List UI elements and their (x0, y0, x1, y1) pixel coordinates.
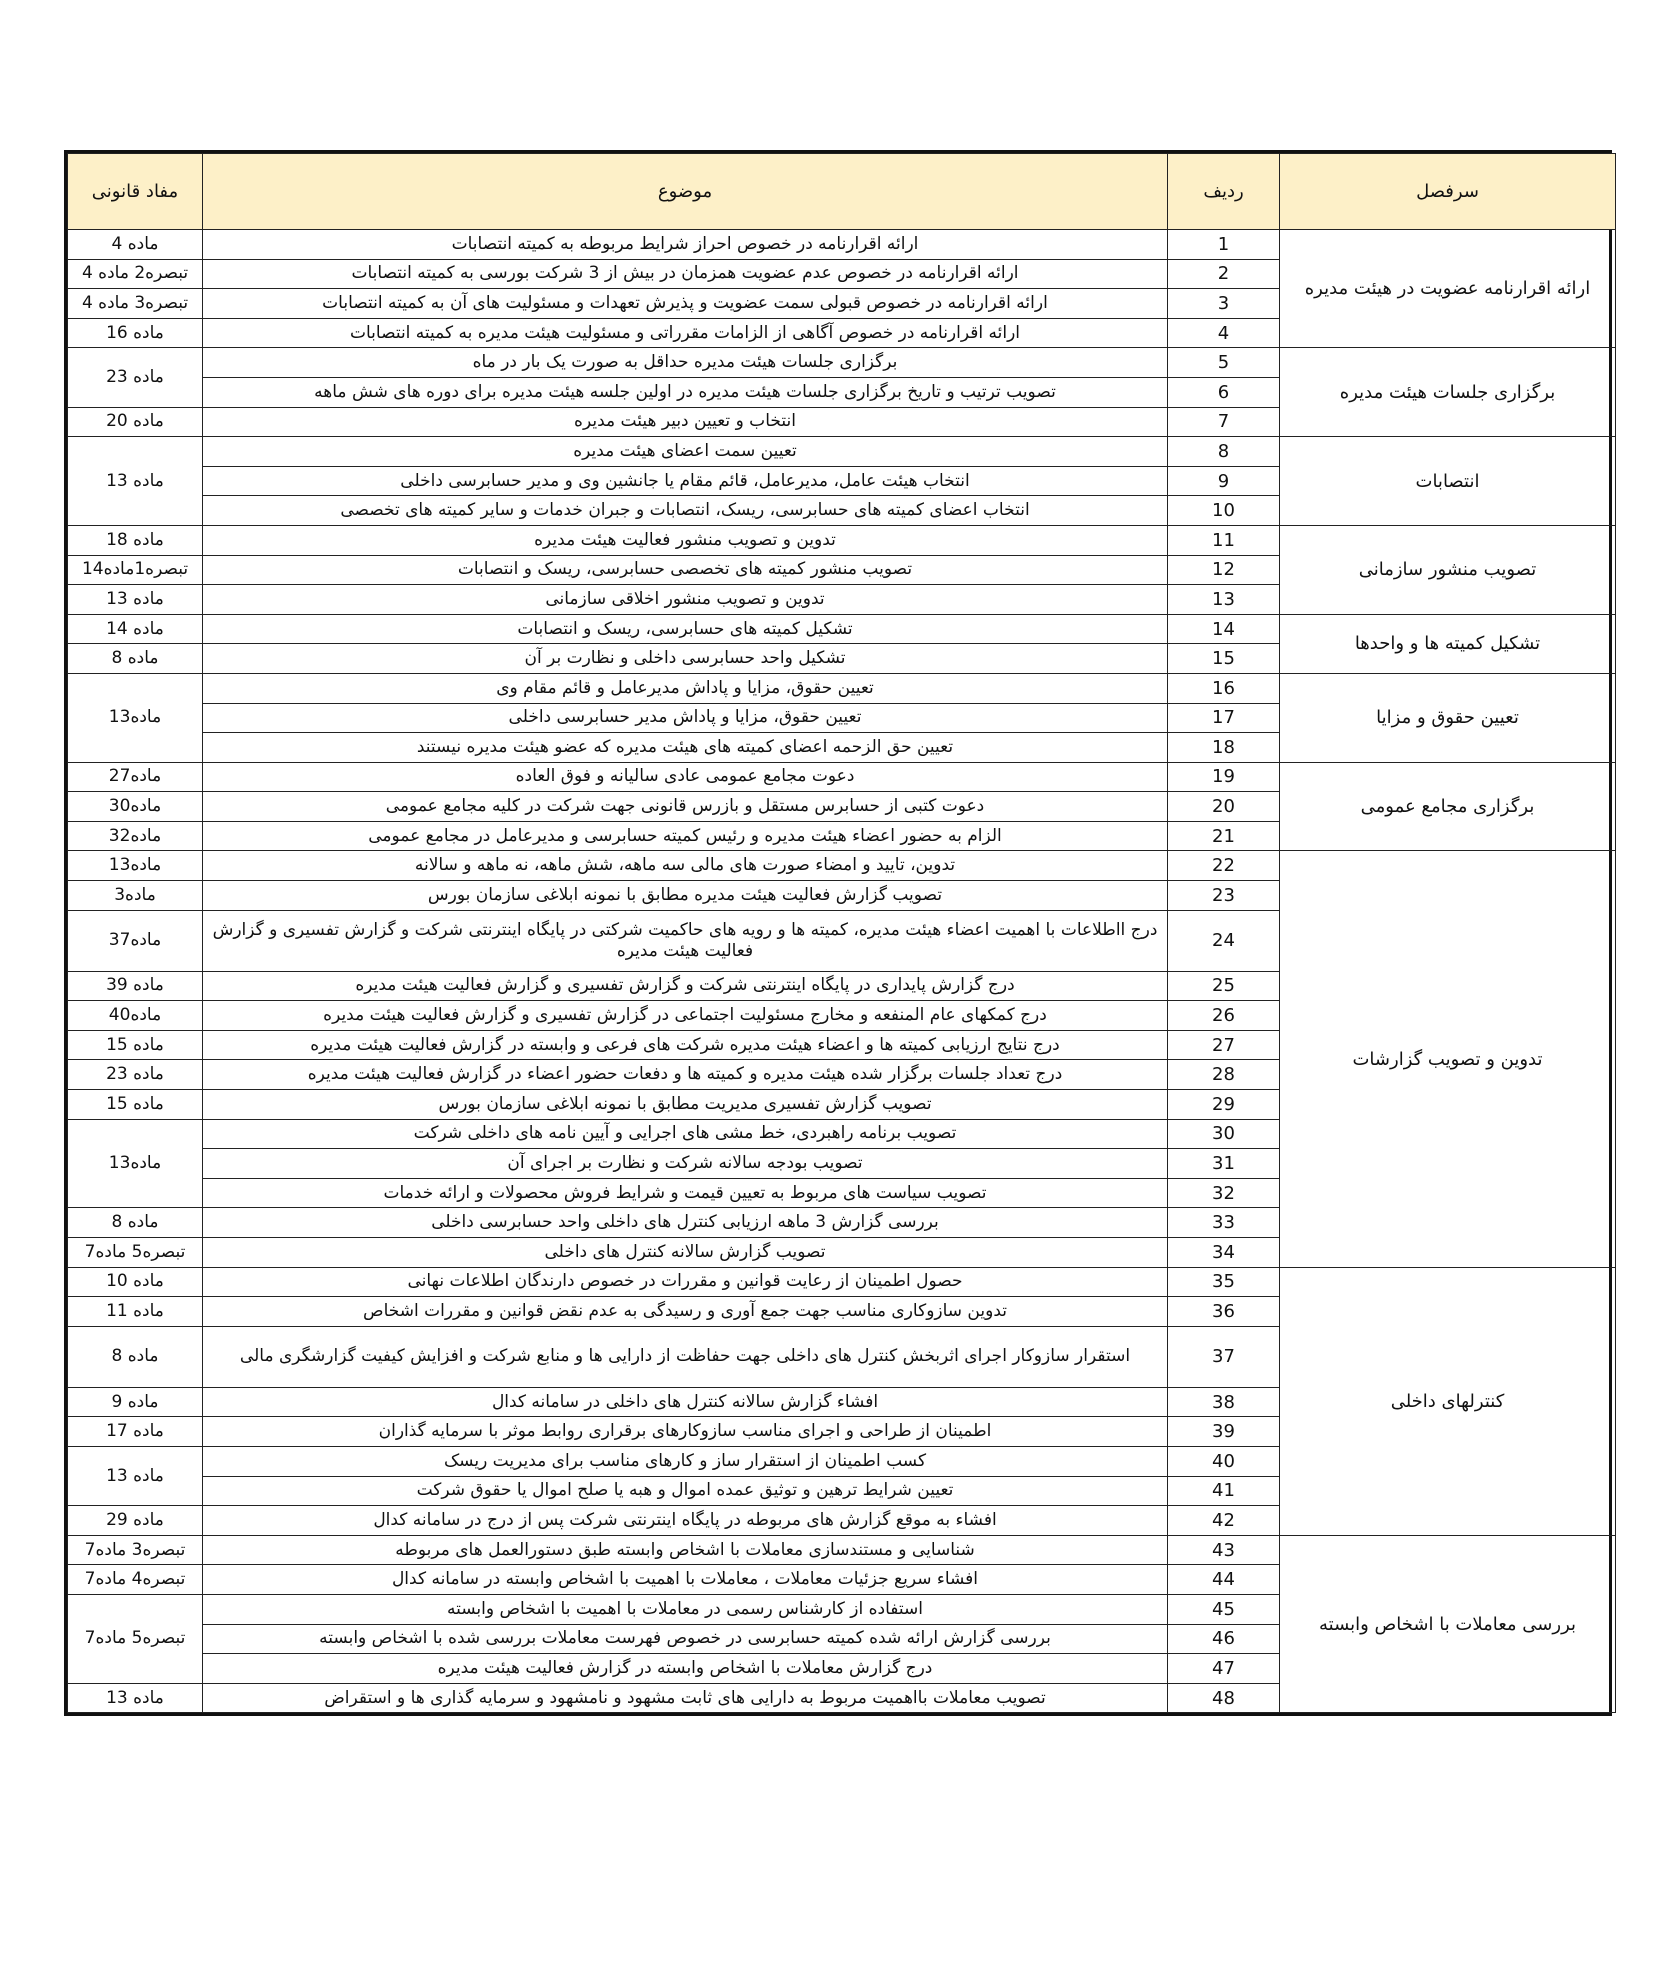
legal-reference-cell: ماده 20 (68, 407, 203, 437)
row-number-cell: 16 (1168, 673, 1280, 703)
row-number-cell: 28 (1168, 1060, 1280, 1090)
row-number-cell: 35 (1168, 1267, 1280, 1297)
legal-reference-cell: ماده13 (68, 851, 203, 881)
topic-cell: تدوین و تصویب منشور فعالیت هیئت مدیره (203, 525, 1168, 555)
row-number-cell: 12 (1168, 555, 1280, 585)
legal-reference-cell: ماده 18 (68, 525, 203, 555)
row-number-cell: 13 (1168, 585, 1280, 615)
row-number-cell: 31 (1168, 1149, 1280, 1179)
row-number-cell: 46 (1168, 1624, 1280, 1654)
table-row (68, 673, 1616, 703)
topic-cell: حصول اطمینان از رعایت قوانین و مقررات در خصوص دارندگان اطلاعات نهانی (203, 1267, 1168, 1297)
legal-reference-cell: تبصره3 ماده 4 (68, 289, 203, 319)
legal-reference-cell: ماده 17 (68, 1417, 203, 1447)
legal-reference-cell: ماده 4 (68, 230, 203, 260)
legal-reference-cell: ماده 11 (68, 1297, 203, 1327)
legal-reference-cell: تبصره1ماده14 (68, 555, 203, 585)
topic-cell: استقرار سازوکار اجرای اثربخش کنترل های داخلی جهت حفاظت از دارایی ها و منابع شرکت و افزایش کیفیت گزارشگری مالی (203, 1326, 1168, 1387)
legal-reference-cell: تبصره5 ماده7 (68, 1238, 203, 1268)
legal-reference-cell: ماده 13 (68, 1683, 203, 1713)
topic-cell: بررسی گزارش 3 ماهه ارزیابی کنترل های داخلی واحد حسابرسی داخلی (203, 1208, 1168, 1238)
row-number-cell: 33 (1168, 1208, 1280, 1238)
topic-cell: درج نتایج ارزیابی کمیته ها و اعضاء هیئت مدیره شرکت های فرعی و وابسته در گزارش فعالیت هیئت مدیره (203, 1030, 1168, 1060)
topic-cell: اطمینان از طراحی و اجرای مناسب سازوکارهای برقراری روابط موثر با سرمایه گذاران (203, 1417, 1168, 1447)
row-number-cell: 18 (1168, 733, 1280, 763)
topic-cell: تصویب منشور کمیته های تخصصی حسابرسی، ریسک و انتصابات (203, 555, 1168, 585)
legal-reference-cell: ماده 8 (68, 1326, 203, 1387)
row-number-cell: 19 (1168, 762, 1280, 792)
row-number-cell: 3 (1168, 289, 1280, 319)
topic-cell: تصویب گزارش سالانه کنترل های داخلی (203, 1238, 1168, 1268)
topic-cell: انتخاب هیئت عامل، مدیرعامل، قائم مقام یا جانشین وی و مدیر حسابرسی داخلی (203, 466, 1168, 496)
row-number-cell: 45 (1168, 1594, 1280, 1624)
row-number-cell: 9 (1168, 466, 1280, 496)
legal-reference-cell: ماده3 (68, 881, 203, 911)
legal-reference-cell: ماده 14 (68, 614, 203, 644)
legal-reference-cell: ماده 13 (68, 1446, 203, 1505)
row-number-cell: 27 (1168, 1030, 1280, 1060)
row-number-cell: 23 (1168, 881, 1280, 911)
topic-cell: تصویب بودجه سالانه شرکت و نظارت بر اجرای آن (203, 1149, 1168, 1179)
topic-cell: تصویب ترتیب و تاریخ برگزاری جلسات هیئت مدیره در اولین جلسه هیئت مدیره برای دوره های شش ماهه (203, 377, 1168, 407)
section-heading-cell: برگزاری جلسات هیئت مدیره (1280, 348, 1616, 437)
topic-cell: بررسی گزارش ارائه شده کمیته حسابرسی در خصوص فهرست معاملات بررسی شده با اشخاص وابسته (203, 1624, 1168, 1654)
row-number-cell: 41 (1168, 1476, 1280, 1506)
table-row (68, 230, 1616, 260)
topic-cell: دعوت کتبی از حسابرس مستقل و بازرس قانونی جهت شرکت در کلیه مجامع عمومی (203, 792, 1168, 822)
topic-cell: افشاء سریع جزئیات معاملات ، معاملات با اهمیت با اشخاص وابسته در سامانه کدال (203, 1565, 1168, 1595)
legal-reference-cell: ماده27 (68, 762, 203, 792)
topic-cell: تصویب گزارش تفسیری مدیریت مطابق با نمونه ابلاغی سازمان بورس (203, 1090, 1168, 1120)
row-number-cell: 47 (1168, 1654, 1280, 1684)
row-number-cell: 2 (1168, 259, 1280, 289)
topic-cell: افشاء به موقع گزارش های مربوطه در پایگاه اینترنتی شرکت پس از درج در سامانه کدال (203, 1506, 1168, 1536)
legal-reference-cell: ماده 15 (68, 1090, 203, 1120)
topic-cell: تعیین حقوق، مزایا و پاداش مدیرعامل و قائم مقام وی (203, 673, 1168, 703)
topic-cell: تدوین، تایید و امضاء صورت های مالی سه ماهه، شش ماهه، نه ماهه و سالانه (203, 851, 1168, 881)
row-number-cell: 4 (1168, 318, 1280, 348)
legal-reference-cell: ماده 39 (68, 971, 203, 1001)
topic-cell: الزام به حضور اعضاء هیئت مدیره و رئیس کمیته حسابرسی و مدیرعامل در مجامع عمومی (203, 821, 1168, 851)
topic-cell: انتخاب و تعیین دبیر هیئت مدیره (203, 407, 1168, 437)
section-heading-cell: تشکیل کمیته ها و واحدها (1280, 614, 1616, 673)
row-number-cell: 39 (1168, 1417, 1280, 1447)
legal-reference-cell: ماده 9 (68, 1387, 203, 1417)
row-number-cell: 25 (1168, 971, 1280, 1001)
row-number-cell: 10 (1168, 496, 1280, 526)
topic-cell: تصویب معاملات بااهمیت مربوط به دارایی های ثابت مشهود و نامشهود و سرمایه گذاری ها و استقراض (203, 1683, 1168, 1713)
row-number-cell: 1 (1168, 230, 1280, 260)
topic-cell: تشکیل واحد حسابرسی داخلی و نظارت بر آن (203, 644, 1168, 674)
legal-reference-cell: ماده32 (68, 821, 203, 851)
legal-reference-cell: ماده40 (68, 1001, 203, 1031)
topic-cell: درج گزارش معاملات با اشخاص وابسته در گزارش فعالیت هیئت مدیره (203, 1654, 1168, 1684)
governance-checklist-table (67, 153, 1616, 1713)
topic-cell: تعیین حق الزحمه اعضای کمیته های هیئت مدیره که عضو هیئت مدیره نیستند (203, 733, 1168, 763)
section-heading-cell: برگزاری مجامع عمومی (1280, 762, 1616, 851)
section-heading-cell: تدوین و تصویب گزارشات (1280, 851, 1616, 1267)
row-number-cell: 8 (1168, 437, 1280, 467)
row-number-cell: 34 (1168, 1238, 1280, 1268)
legal-reference-cell: ماده 13 (68, 585, 203, 615)
topic-cell: ارائه اقرارنامه در خصوص عدم عضویت همزمان در بیش از 3 شرکت بورسی به کمیته انتصابات (203, 259, 1168, 289)
row-number-cell: 48 (1168, 1683, 1280, 1713)
topic-cell: دعوت مجامع عمومی عادی سالیانه و فوق العاده (203, 762, 1168, 792)
row-number-cell: 43 (1168, 1535, 1280, 1565)
topic-cell: ارائه اقرارنامه در خصوص قبولی سمت عضویت و پذیرش تعهدات و مسئولیت های آن به کمیته انتصابات (203, 289, 1168, 319)
legal-reference-cell: تبصره4 ماده7 (68, 1565, 203, 1595)
topic-cell: تعیین حقوق، مزایا و پاداش مدیر حسابرسی داخلی (203, 703, 1168, 733)
topic-cell: ارائه اقرارنامه در خصوص احراز شرایط مربوطه به کمیته انتصابات (203, 230, 1168, 260)
table-row (68, 1535, 1616, 1565)
topic-cell: تعیین سمت اعضای هیئت مدیره (203, 437, 1168, 467)
legal-reference-cell: ماده13 (68, 1119, 203, 1208)
legal-reference-cell: ماده 15 (68, 1030, 203, 1060)
header-section: سرفصل (1280, 154, 1616, 230)
section-heading-cell: کنترلهای داخلی (1280, 1267, 1616, 1535)
table-row (68, 1267, 1616, 1297)
row-number-cell: 15 (1168, 644, 1280, 674)
table-row (68, 614, 1616, 644)
legal-reference-cell: ماده 8 (68, 1208, 203, 1238)
row-number-cell: 32 (1168, 1178, 1280, 1208)
legal-reference-cell: ماده 16 (68, 318, 203, 348)
row-number-cell: 38 (1168, 1387, 1280, 1417)
table-header-row (68, 154, 1616, 230)
legal-reference-cell: ماده 10 (68, 1267, 203, 1297)
row-number-cell: 6 (1168, 377, 1280, 407)
topic-cell: تصویب برنامه راهبردی، خط مشی های اجرایی و آیین نامه های داخلی شرکت (203, 1119, 1168, 1149)
legal-reference-cell: ماده 23 (68, 348, 203, 407)
header-row-number: ردیف (1168, 154, 1280, 230)
legal-reference-cell: ماده13 (68, 673, 203, 762)
header-legal: مفاد قانونی (68, 154, 203, 230)
topic-cell: شناسایی و مستندسازی معاملات با اشخاص وابسته طبق دستورالعمل های مربوطه (203, 1535, 1168, 1565)
topic-cell: تصویب سیاست های مربوط به تعیین قیمت و شرایط فروش محصولات و ارائه خدمات (203, 1178, 1168, 1208)
table-row (68, 437, 1616, 467)
row-number-cell: 24 (1168, 910, 1280, 971)
row-number-cell: 40 (1168, 1446, 1280, 1476)
row-number-cell: 20 (1168, 792, 1280, 822)
topic-cell: درج ااطلاعات با اهمیت اعضاء هیئت مدیره، کمیته ها و رویه های حاکمیت شرکتی در پایگاه اینترنتی شرکت و گزارش تفسیری و گزارش فعالیت هیئت مدیره (203, 910, 1168, 971)
legal-reference-cell: ماده 29 (68, 1506, 203, 1536)
table-body (68, 154, 1616, 1713)
table-row (68, 525, 1616, 555)
row-number-cell: 14 (1168, 614, 1280, 644)
table-row (68, 762, 1616, 792)
topic-cell: درج تعداد جلسات برگزار شده هیئت مدیره و کمیته ها و دفعات حضور اعضاء در گزارش فعالیت هیئت مدیره (203, 1060, 1168, 1090)
table-row (68, 348, 1616, 378)
legal-reference-cell: تبصره3 ماده7 (68, 1535, 203, 1565)
legal-reference-cell: تبصره5 ماده7 (68, 1594, 203, 1683)
row-number-cell: 22 (1168, 851, 1280, 881)
header-topic: موضوع (203, 154, 1168, 230)
row-number-cell: 30 (1168, 1119, 1280, 1149)
legal-reference-cell: تبصره2 ماده 4 (68, 259, 203, 289)
row-number-cell: 21 (1168, 821, 1280, 851)
section-heading-cell: تصویب منشور سازمانی (1280, 525, 1616, 614)
topic-cell: تشکیل کمیته های حسابرسی، ریسک و انتصابات (203, 614, 1168, 644)
legal-reference-cell: ماده 13 (68, 437, 203, 526)
row-number-cell: 37 (1168, 1326, 1280, 1387)
section-heading-cell: انتصابات (1280, 437, 1616, 526)
row-number-cell: 26 (1168, 1001, 1280, 1031)
section-heading-cell: بررسی معاملات با اشخاص وابسته (1280, 1535, 1616, 1713)
row-number-cell: 36 (1168, 1297, 1280, 1327)
governance-checklist-table-frame (64, 150, 1612, 1716)
topic-cell: افشاء گزارش سالانه کنترل های داخلی در سامانه کدال (203, 1387, 1168, 1417)
row-number-cell: 17 (1168, 703, 1280, 733)
table-row (68, 851, 1616, 881)
topic-cell: استفاده از کارشناس رسمی در معاملات با اهمیت با اشخاص وابسته (203, 1594, 1168, 1624)
topic-cell: تصویب گزارش فعالیت هیئت مدیره مطابق با نمونه ابلاغی سازمان بورس (203, 881, 1168, 911)
topic-cell: تدوین سازوکاری مناسب جهت جمع آوری و رسیدگی به عدم نقض قوانین و مقررات اشخاص (203, 1297, 1168, 1327)
row-number-cell: 5 (1168, 348, 1280, 378)
topic-cell: ارائه اقرارنامه در خصوص آگاهی از الزامات مقرراتی و مسئولیت هیئت مدیره به کمیته انتصابات (203, 318, 1168, 348)
section-heading-cell: ارائه اقرارنامه عضویت در هیئت مدیره (1280, 230, 1616, 348)
legal-reference-cell: ماده30 (68, 792, 203, 822)
topic-cell: کسب اطمینان از استقرار ساز و کارهای مناسب برای مدیریت ریسک (203, 1446, 1168, 1476)
legal-reference-cell: ماده 8 (68, 644, 203, 674)
row-number-cell: 42 (1168, 1506, 1280, 1536)
topic-cell: انتخاب اعضای کمیته های حسابرسی، ریسک، انتصابات و جبران خدمات و سایر کمیته های تخصصی (203, 496, 1168, 526)
legal-reference-cell: ماده37 (68, 910, 203, 971)
row-number-cell: 29 (1168, 1090, 1280, 1120)
topic-cell: برگزاری جلسات هیئت مدیره حداقل به صورت یک بار در ماه (203, 348, 1168, 378)
topic-cell: درج گزارش پایداری در پایگاه اینترنتی شرکت و گزارش تفسیری و گزارش فعالیت هیئت مدیره (203, 971, 1168, 1001)
legal-reference-cell: ماده 23 (68, 1060, 203, 1090)
row-number-cell: 11 (1168, 525, 1280, 555)
topic-cell: تدوین و تصویب منشور اخلاقی سازمانی (203, 585, 1168, 615)
topic-cell: درج کمکهای عام المنفعه و مخارج مسئولیت اجتماعی در گزارش تفسیری و گزارش فعالیت هیئت مدیره (203, 1001, 1168, 1031)
row-number-cell: 7 (1168, 407, 1280, 437)
section-heading-cell: تعیین حقوق و مزایا (1280, 673, 1616, 762)
row-number-cell: 44 (1168, 1565, 1280, 1595)
topic-cell: تعیین شرایط ترهین و توثیق عمده اموال و هبه یا صلح اموال یا حقوق شرکت (203, 1476, 1168, 1506)
